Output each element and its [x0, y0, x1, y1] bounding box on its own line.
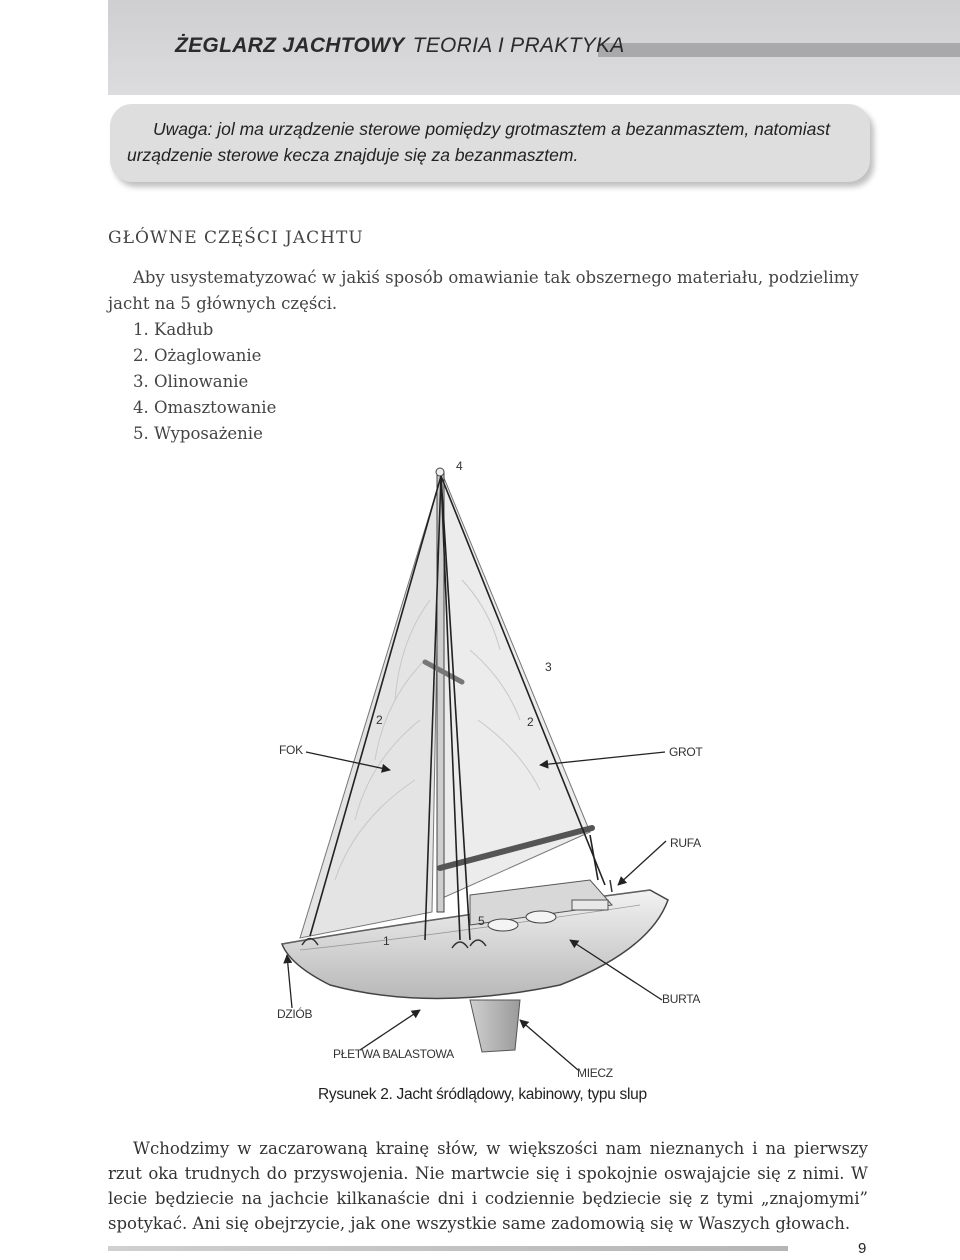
label-pletwa-balastowa: PŁETWA BALASTOWA [333, 1047, 454, 1061]
figure-caption: Rysunek 2. Jacht śródlądowy, kabinowy, typu slup [318, 1086, 647, 1103]
list-item: 4. Omasztowanie [133, 398, 277, 417]
header-title-bold: ŻEGLARZ JACHTOWY [175, 34, 405, 57]
footer-line [108, 1246, 788, 1251]
label-rufa: RUFA [670, 836, 701, 850]
label-rigging-number: 3 [545, 660, 552, 674]
label-sail-number-right: 2 [527, 715, 534, 729]
label-dziob: DZIÓB [277, 1007, 313, 1021]
list-item: 2. Ożaglowanie [133, 346, 262, 365]
label-burta: BURTA [662, 992, 701, 1006]
header-title-subtitle: TEORIA I PRAKTYKA [412, 34, 625, 57]
label-equipment-number: 5 [478, 914, 485, 928]
list-item: 3. Olinowanie [133, 372, 249, 391]
label-mast-number: 4 [456, 459, 463, 473]
list-item: 5. Wyposażenie [133, 424, 263, 443]
ballast-keel [470, 1000, 520, 1052]
note-text: Uwaga: jol ma urządzenie sterowe pomiędzy grotmasztem a bezanmasztem, natomiast urządzenie sterowe kecza znajduje się za bezanmasztem. [127, 119, 830, 165]
jib-sail [300, 480, 440, 938]
closing-paragraph: Wchodzimy w zaczarowaną krainę słów, w większości nam nieznanych i na pierwszy rzut oka trudnych do przyswojenia. Nie martwcie się i spokojnie oswajajcie się z nimi. W lecie będziecie na jachcie kilkanaście dni i codziennie będziecie się z tymi „znajomymi” spotykać. Ani się obejrzycie, jak one wszystkie same zadomowią się w Waszych głowach. [108, 1139, 868, 1233]
intro-paragraph: Aby usystematyzować w jakiś sposób omawianie tak obszernego materiału, podzielimy jacht na 5 głównych części. [108, 268, 859, 313]
page-number: 9 [858, 1240, 867, 1257]
label-miecz: MIECZ [577, 1066, 613, 1080]
label-fok: FOK [279, 743, 303, 757]
label-grot: GROT [669, 745, 703, 759]
label-hull-number: 1 [383, 934, 390, 948]
list-item: 1. Kadłub [133, 320, 214, 339]
label-sail-number-left: 2 [376, 713, 383, 727]
section-heading: GŁÓWNE CZĘŚCI JACHTU [108, 228, 364, 248]
